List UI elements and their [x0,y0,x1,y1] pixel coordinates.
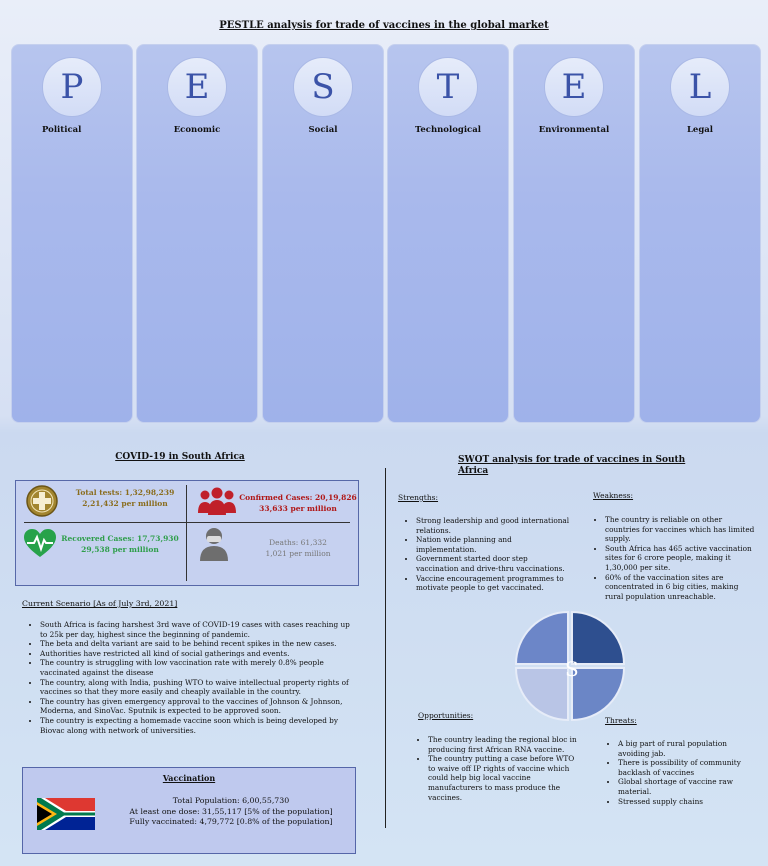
strengths-list [398,516,570,593]
recovered-cases-stat: Recovered Cases: 17,73,930 29,538 per million [61,534,179,554]
list-item: • Vaccine encouragement programmes to motivate people to get vaccinated. [416,574,570,593]
pestle-column-legal [639,44,761,423]
list-item: • The country is reliable on other countries for vaccines which has limited supply. [605,515,757,544]
opportunities-list [410,735,580,802]
swot-quadrant-weakness [572,668,624,720]
list-item: • Strong leadership and good international relations. [416,516,570,535]
list-item: • There is possibility of community backlash of vaccines [618,758,760,777]
medical-cross-icon [25,484,59,518]
deaths-stat: Deaths: 61,332 1,021 per million [265,538,331,558]
list-item: • South Africa is facing harshest 3rd wave of COVID-19 cases with cases reaching up to 25k per day, highest since the beginning of pandemic. [40,620,358,639]
weakness-list [587,515,757,601]
stats-divider-vertical [186,485,187,581]
swot-title: SWOT analysis for trade of vaccines in South Africa [458,455,686,476]
pestle-letter: P [42,57,102,117]
pestle-label: Technological [415,125,481,135]
scenario-title: Current Scenario [As of July 3rd, 2021] [22,599,178,608]
person-mask-icon [200,527,228,561]
swot-center-letter: S [565,657,579,681]
list-item: • The country, along with India, pushing WTO to waive intellectual property rights of vaccines so that they more easily and cheaply available in the country. [40,678,358,697]
pestle-label: Legal [686,125,714,135]
list-item: • The country is expecting a homemade vaccine soon which is being developed by Biovac along with network of universities. [40,716,358,735]
list-item: • Authorities have restricted all kind of social gatherings and events. [40,649,358,659]
section-divider [385,468,386,828]
list-item: • Global shortage of vaccine raw material. [618,777,760,796]
list-item: • Government started door step vaccination and drive-thru vaccinations. [416,554,570,573]
strengths-label: Strengths: [398,493,439,502]
pestle-column-social [262,44,384,423]
covid-title: COVID-19 in South Africa [115,452,245,462]
covid-stats-box [15,480,359,586]
pestle-letter: L [670,57,730,117]
confirmed-cases-stat: Confirmed Cases: 20,19,826 33,633 per million [239,493,357,513]
list-item: • Nation wide planning and implementation. [416,535,570,554]
list-item: • The country is struggling with low vaccination rate with merely 0.8% people vaccinated against the disease [40,658,358,677]
vaccination-box [22,767,356,854]
opportunities-label: Opportunities: [418,711,474,720]
weakness-label: Weakness: [593,491,634,500]
pestle-label: Economic [173,125,221,135]
scenario-list [22,620,358,735]
pestle-letter: S [293,57,353,117]
threats-label: Threats: [605,716,637,725]
list-item: • The country putting a case before WTO to waive off IP rights of vaccine which could help big local vaccine manufacturers to mass produce the vaccines. [428,754,580,802]
pestle-label: Environmental [538,125,610,135]
pestle-title: PESTLE analysis for trade of vaccines in the global market [219,20,549,31]
list-item: • A big part of rural population avoiding jab. [618,739,760,758]
list-item: • 60% of the vaccination sites are concentrated in 6 big cities, making rural population unreachable. [605,573,757,602]
vaccination-title: Vaccination [162,773,216,783]
pestle-letter: E [544,57,604,117]
heart-pulse-icon [24,529,56,559]
pestle-column-economic [136,44,258,423]
swot-quadrant-opportunities [516,612,568,664]
swot-pie-graphic [514,610,626,722]
list-item: • The country has given emergency approval to the vaccines of Johnson & Johnson, Moderna, and SinoVac. Sputnik is expected to be approved soon. [40,697,358,716]
pestle-letter: T [418,57,478,117]
pestle-label: Social [308,125,338,135]
list-item: • Stressed supply chains [618,797,760,807]
list-item: • South Africa has 465 active vaccination sites for 6 crore people, making it 1,30,000 per site. [605,544,757,573]
south-africa-flag-icon [37,798,95,830]
pestle-label: Political [42,125,82,135]
swot-quadrant-strengths [572,612,624,664]
pestle-letter: E [167,57,227,117]
pestle-column-environmental [513,44,635,423]
pestle-column-technological [387,44,509,423]
list-item: • The country leading the regional bloc in producing first African RNA vaccine. [428,735,580,754]
people-group-icon [196,487,238,517]
threats-list [600,739,760,806]
list-item: • The beta and delta variant are said to be behind recent spikes in the new cases. [40,639,358,649]
pestle-column-political [11,44,133,423]
vaccination-stats: Total Population: 6,00,55,730 At least one dose: 31,55,117 [5% of the population] Fully vaccinated: 4,79,772 [0.8% of the population] [129,796,333,826]
swot-quadrant-threats [516,668,568,720]
stats-divider-horizontal [24,522,350,523]
total-tests-stat: Total tests: 1,32,98,239 2,21,432 per million [75,488,175,508]
